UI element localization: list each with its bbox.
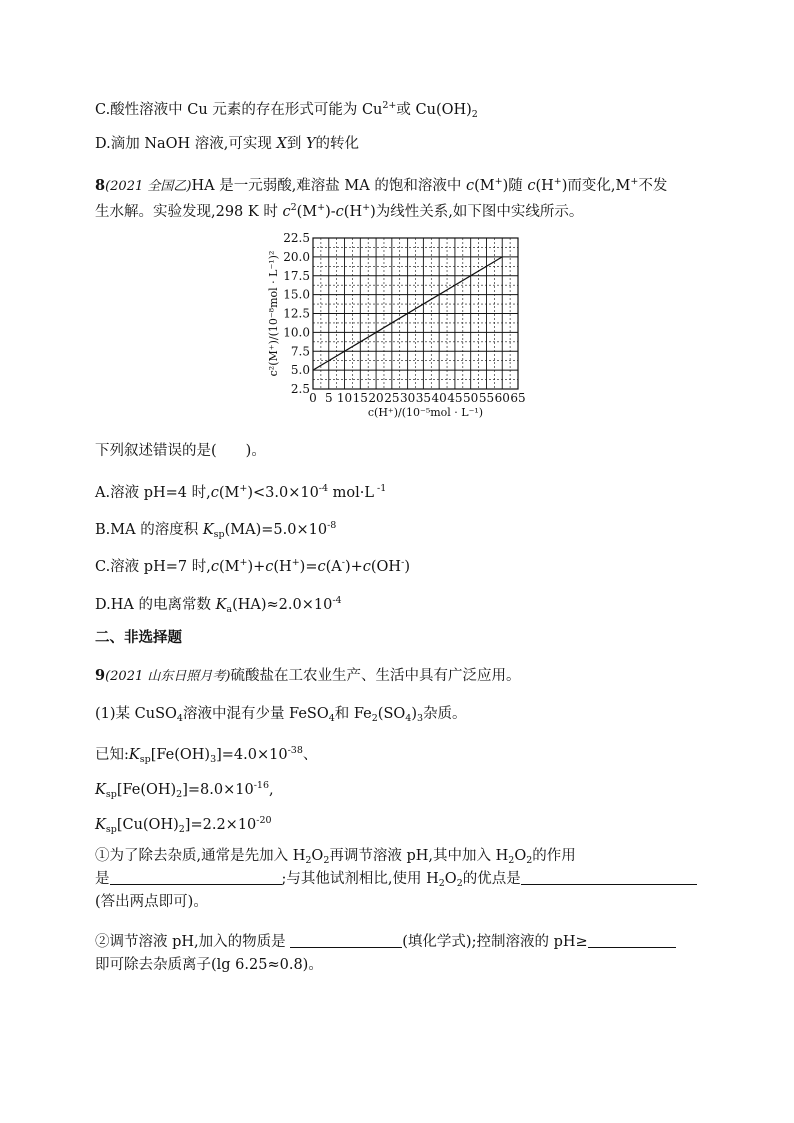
x-tick-label: 60 [494, 391, 510, 405]
q8-option-b: B.MA 的溶度积 $K_{sp}(MA)=5.0\times 10^{-8}$ [95, 520, 337, 540]
answer-blank-2[interactable] [521, 870, 697, 885]
option-c-prev: C.酸性溶液中 Cu 元素的存在形式可能为 $Cu^{2+}$或 $Cu(OH)_2$ [95, 100, 478, 120]
q9-ksp-fe3: 已知$:K_{sp}[Fe(OH)_3]=4.0\times 10^{-38}$、 [95, 745, 318, 765]
y-tick-label: 22.5 [283, 231, 310, 245]
answer-blank-3[interactable] [290, 933, 402, 948]
x-tick-label: 0 [309, 391, 317, 405]
x-tick-label: 25 [384, 391, 400, 405]
q8-option-c: C.溶液 pH=7 时,c(M+)+c(H+)=c(A-)+c(OH-) [95, 557, 410, 575]
q9-sub1-line2: 是 ;与其他试剂相比,使用 $H_2O_2$的优点是 [95, 869, 697, 894]
q8-stem-line2: 生水解。实验发现,298 K 时 $c^2(M^+)-c(H^+)$为线性关系,如下图中实线所示。 [95, 202, 584, 220]
q8-stem-line1: 8(2021 全国乙)HA 是一元弱酸,难溶盐 MA 的饱和溶液中 c(M+)随 c(H+)而变化,M+不发 [95, 176, 668, 194]
q9-stem: 9(2021 山东日照月考)硫酸盐在工农业生产、生活中具有广泛应用。 [95, 667, 521, 684]
x-tick-label: 65 [510, 391, 526, 405]
q9-part1: (1)某 CuSO$_4$溶液中混有少量 FeSO$_4$和 $Fe_2(SO_4)_3$杂质。 [95, 706, 467, 724]
x-tick-label: 10 [336, 391, 353, 405]
q8-chart [262, 226, 542, 426]
x-tick-label: 20 [368, 391, 384, 405]
y-axis-label: c²(M⁺)/(10⁻⁸mol · L⁻¹)² [267, 250, 280, 377]
y-tick-label: 7.5 [290, 344, 310, 359]
x-tick-label: 35 [415, 391, 432, 405]
y-tick-label: 2.5 [290, 382, 310, 396]
x-tick-label: 40 [431, 391, 447, 405]
q8-prompt: 下列叙述错误的是( )。 [95, 443, 266, 459]
y-tick-label: 17.5 [283, 268, 310, 283]
answer-blank-4[interactable] [588, 933, 676, 948]
y-tick-label: 10.0 [283, 325, 310, 340]
y-tick-label: 15.0 [283, 287, 310, 302]
x-tick-label: 55 [478, 391, 495, 405]
y-tick-label: 12.5 [283, 306, 310, 321]
q9-sub2-line2: 即可除去杂质离子(lg 6.25≈0.8)。 [95, 957, 323, 973]
q9-sub1-line1: ①为了除去杂质,通常是先加入 $H_2O_2$再调节溶液 pH,其中加入 $H_2O_2$的作用 [95, 848, 576, 866]
q9-sub1-line3: (答出两点即可)。 [95, 894, 208, 910]
q9-sub2-line1: ②调节溶液 pH,加入的物质是 (填化学式);控制溶液的 pH≥ [95, 932, 676, 952]
q9-ksp-fe2: $K_{sp}[Fe(OH)_2]=8.0\times 10^{-16}$, [95, 780, 274, 800]
y-tick-label: 20.0 [283, 249, 310, 264]
x-tick-label: 5 [324, 391, 333, 405]
x-axis-label: c(H⁺)/(10⁻⁵mol · L⁻¹) [367, 406, 484, 419]
q8-option-d: D.HA 的电离常数 $K_a(HA)\approx 2.0\times 10^{-4}$ [95, 595, 342, 615]
x-tick-label: 50 [463, 391, 479, 405]
x-tick-label: 15 [352, 391, 368, 405]
q9-ksp-cu: $K_{sp}[Cu(OH)_2]=2.2\times 10^{-20}$ [95, 815, 272, 835]
section-title: 二、非选择题 [95, 629, 182, 646]
x-tick-label: 45 [447, 391, 463, 405]
q8-option-a: A.溶液 pH=4 时$,c(M^+)<3.0\times 10^{-4}$ mol·L $^{-1}$ [95, 483, 387, 501]
answer-blank-1[interactable] [110, 870, 282, 885]
y-tick-label: 5.0 [290, 363, 310, 378]
x-tick-label: 30 [399, 391, 416, 405]
option-d-prev: D.滴加 NaOH 溶液,可实现 X到 Y的转化 [95, 136, 360, 152]
